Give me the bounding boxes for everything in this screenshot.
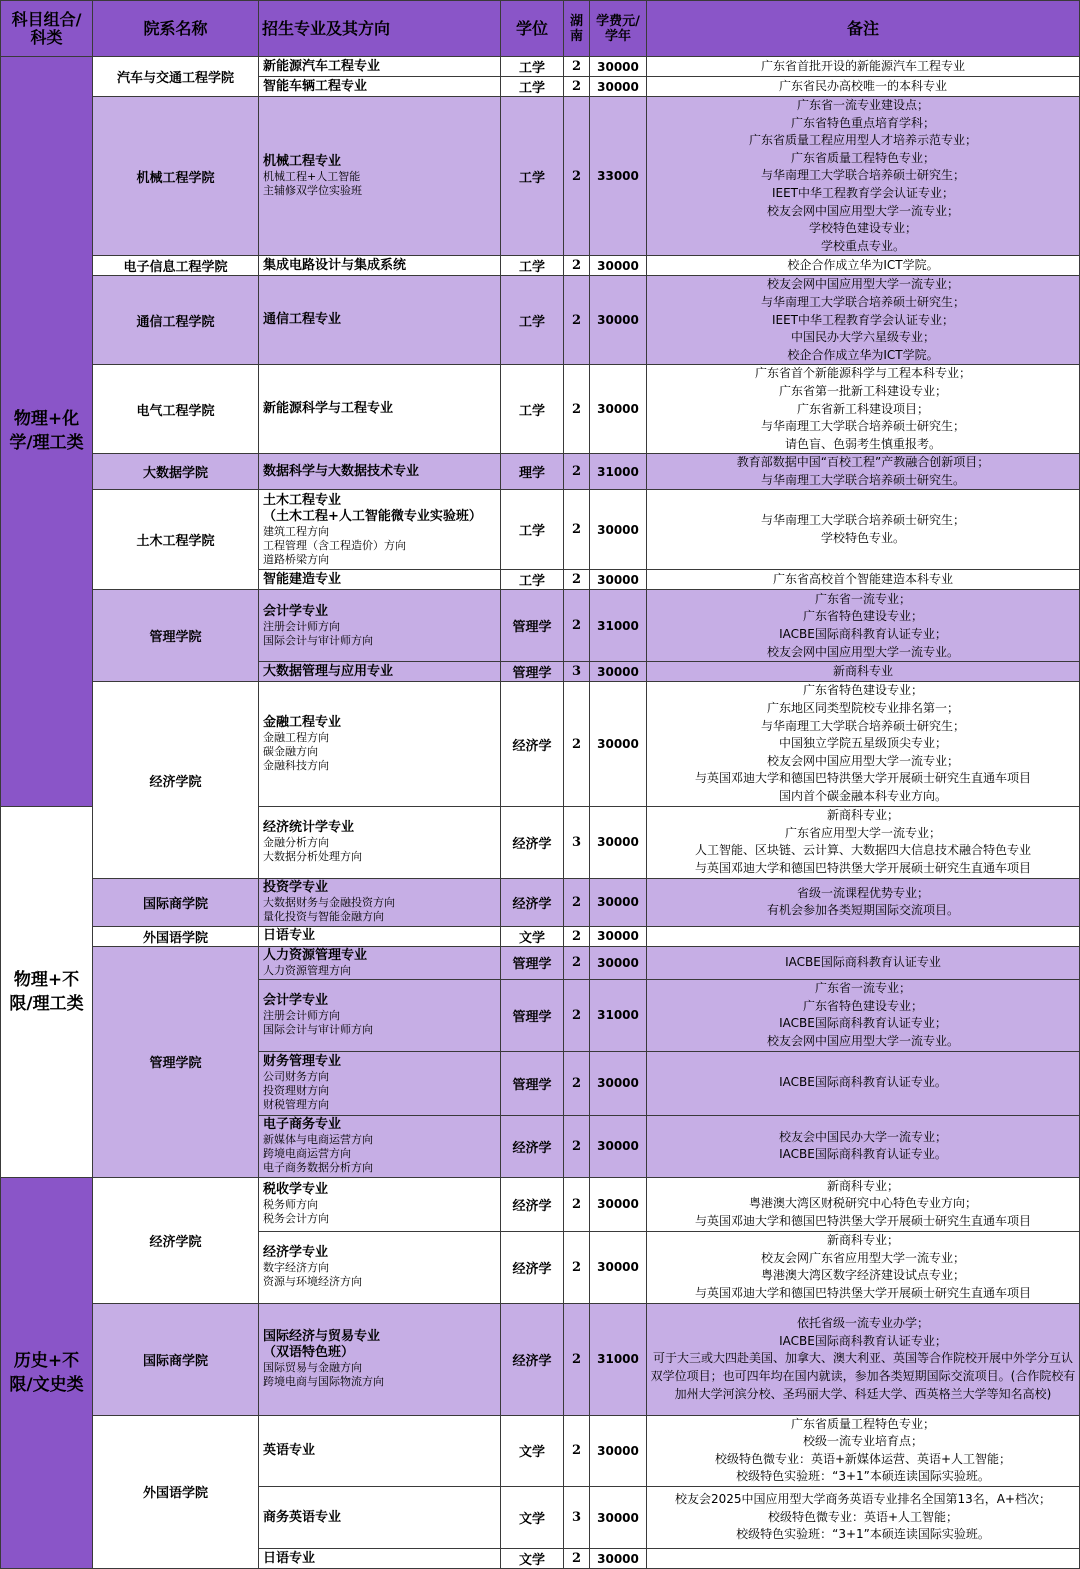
- major-cell: [259, 57, 501, 77]
- years-cell: 2: [564, 77, 590, 97]
- note-line: 与英国邓迪大学和德国巴特洪堡大学开展硕士研究生直通车项目: [694, 1213, 1031, 1228]
- degree-cell: 工学: [501, 77, 564, 97]
- major-direction: 人力资源管理方向: [263, 963, 351, 977]
- years-cell: 2: [564, 570, 590, 590]
- fee-cell: 30000: [590, 256, 647, 276]
- note-line: 广东省质量工程特色专业；: [790, 150, 935, 165]
- note-line: 与华南理工大学联合培养硕士研究生；: [760, 419, 965, 434]
- note-line: 依托省级一流专业办学；: [796, 1316, 929, 1331]
- major-title: 机械工程专业: [263, 154, 342, 170]
- college-cell: 管理学院: [93, 590, 259, 682]
- major-cell: [259, 1177, 501, 1231]
- major-cell: [259, 490, 501, 570]
- major-cell: [259, 979, 501, 1051]
- fee-cell: 31000: [590, 979, 647, 1051]
- years-cell: 2: [564, 1051, 590, 1115]
- fee-cell: 31000: [590, 1303, 647, 1415]
- major-title: 通信工程专业: [263, 312, 342, 328]
- major-direction: 大数据分析处理方向: [263, 850, 362, 864]
- degree-cell: 文学: [501, 926, 564, 946]
- fee-cell: 30000: [590, 276, 647, 365]
- note-line: 广东省新工科建设项目；: [796, 401, 929, 416]
- note-line: 广东省第一批新工科建设专业；: [778, 383, 947, 398]
- major-direction: 财税管理方向: [263, 1098, 329, 1112]
- note-line: 广东省特色建设专业；: [802, 998, 923, 1013]
- note-line: 与华南理工大学联合培养硕士研究生。: [760, 472, 965, 487]
- degree-cell: 工学: [501, 97, 564, 256]
- years-cell: 2: [564, 979, 590, 1051]
- major-cell: [259, 926, 501, 946]
- note-cell: [647, 77, 1080, 97]
- note-line: 学校特色建设专业；: [808, 221, 917, 236]
- degree-cell: 工学: [501, 490, 564, 570]
- note-cell: [647, 97, 1080, 256]
- college-cell: 土木工程学院: [93, 490, 259, 590]
- note-line: IACBE国际商科教育认证专业。: [779, 1147, 947, 1162]
- note-line: 广东省一流专业建设点；: [796, 98, 929, 112]
- fee-cell: 30000: [590, 77, 647, 97]
- note-line: 可于大三或大四赴美国、加拿大、澳大利亚、英国等合作院校开展中外学分互认双学位项目；也可四年均在国内就读，参加各类短期国际交流项目。(合作院校有加州大学河滨分校、圣玛丽大学、科廷大学、西英格兰大学等知名高校): [650, 1351, 1076, 1401]
- fee-cell: 31000: [590, 590, 647, 662]
- degree-cell: 文学: [501, 1549, 564, 1569]
- years-cell: 2: [564, 1231, 590, 1303]
- years-cell: 2: [564, 490, 590, 570]
- major-direction: 数字经济方向: [263, 1261, 329, 1275]
- major-cell: [259, 1303, 501, 1415]
- years-cell: 3: [564, 662, 590, 682]
- degree-cell: 工学: [501, 276, 564, 365]
- note-line: 与英国邓迪大学和德国巴特洪堡大学开展硕士研究生直通车项目: [694, 1285, 1031, 1300]
- note-line: 广东省特色建设专业；: [802, 609, 923, 624]
- category-cell: 物理+不限/理工类: [1, 806, 93, 1177]
- major-direction: 税务会计方向: [263, 1212, 329, 1226]
- note-line: 新商科专业；: [826, 807, 899, 822]
- degree-cell: 经济学: [501, 1115, 564, 1177]
- college-cell: 大数据学院: [93, 454, 259, 490]
- years-cell: 2: [564, 1415, 590, 1486]
- degree-cell: 管理学: [501, 979, 564, 1051]
- degree-cell: 工学: [501, 570, 564, 590]
- major-direction: 量化投资与智能金融方向: [263, 910, 384, 924]
- major-cell: [259, 97, 501, 256]
- college-cell: 电气工程学院: [93, 365, 259, 454]
- major-title: 智能建造专业: [263, 571, 342, 587]
- note-line: 校级一流专业培育点；: [802, 1434, 923, 1449]
- major-cell: [259, 570, 501, 590]
- note-cell: [647, 662, 1080, 682]
- college-cell: 国际商学院: [93, 1303, 259, 1415]
- major-direction: 碳金融方向: [263, 745, 318, 759]
- major-cell: [259, 276, 501, 365]
- note-line: 学校重点专业。: [820, 238, 905, 253]
- note-line: 新商科专业: [832, 664, 893, 679]
- major-title: 国际经济与贸易专业: [263, 1329, 381, 1345]
- college-cell: 外国语学院: [93, 926, 259, 946]
- note-line: 中国民办大学六星级专业；: [790, 330, 935, 345]
- fee-cell: 30000: [590, 1051, 647, 1115]
- note-line: 广东省特色建设专业；: [802, 683, 923, 698]
- note-cell: [647, 1549, 1080, 1569]
- fee-cell: 30000: [590, 682, 647, 806]
- major-direction: 主辅修双学位实验班: [263, 184, 362, 198]
- note-line: IACBE国际商科教育认证专业: [785, 954, 941, 969]
- college-cell: 电子信息工程学院: [93, 256, 259, 276]
- fee-cell: 30000: [590, 1177, 647, 1231]
- note-cell: [647, 682, 1080, 806]
- major-title: 经济学专业: [263, 1245, 329, 1261]
- note-line: 校企合作成立华为ICT学院。: [787, 258, 939, 273]
- fee-cell: 30000: [590, 1415, 647, 1486]
- major-direction: 投资理财方向: [263, 1084, 329, 1098]
- major-title: 集成电路设计与集成系统: [263, 257, 407, 273]
- note-cell: [647, 926, 1080, 946]
- fee-cell: 30000: [590, 57, 647, 77]
- major-cell: [259, 77, 501, 97]
- table-row: [1, 57, 1080, 77]
- note-cell: [647, 590, 1080, 662]
- degree-cell: 文学: [501, 1415, 564, 1486]
- major-direction: 公司财务方向: [263, 1070, 329, 1084]
- fee-cell: 30000: [590, 570, 647, 590]
- note-line: IACBE国际商科教育认证专业；: [779, 1016, 947, 1031]
- note-line: 中国独立学院五星级顶尖专业；: [778, 736, 947, 751]
- years-cell: 2: [564, 1303, 590, 1415]
- note-cell: [647, 1051, 1080, 1115]
- years-cell: 2: [564, 1549, 590, 1569]
- note-line: 粤港澳大湾区数字经济建设试点专业；: [760, 1268, 965, 1283]
- major-direction: 资源与环境经济方向: [263, 1275, 362, 1289]
- note-line: 校友会网中国应用型大学一流专业；: [766, 277, 959, 292]
- note-line: 与华南理工大学联合培养硕士研究生；: [760, 294, 965, 309]
- major-cell: [259, 806, 501, 878]
- note-cell: [647, 365, 1080, 454]
- table-row: [1, 590, 1080, 662]
- major-title: 大数据管理与应用专业: [263, 663, 394, 679]
- major-title: 数据科学与大数据技术专业: [263, 463, 420, 479]
- note-cell: [647, 979, 1080, 1051]
- note-line: IACBE国际商科教育认证专业。: [779, 1075, 947, 1090]
- table-row: [1, 276, 1080, 365]
- table-row: [1, 1303, 1080, 1415]
- note-line: 教育部数据中国“百校工程”产教融合创新项目；: [736, 455, 990, 470]
- table-row: [1, 946, 1080, 979]
- years-cell: 3: [564, 806, 590, 878]
- major-direction: 电子商务数据分析方向: [263, 1161, 373, 1175]
- major-direction: 国际会计与审计师方向: [263, 1023, 373, 1037]
- major-title-suffix: （双语特色班）: [263, 1345, 355, 1361]
- degree-cell: 经济学: [501, 1231, 564, 1303]
- table-row: [1, 454, 1080, 490]
- degree-cell: 工学: [501, 256, 564, 276]
- major-cell: [259, 590, 501, 662]
- major-direction: 金融科技方向: [263, 759, 329, 773]
- note-line: 广东省一流专业；: [814, 980, 911, 995]
- note-line: 广东省首批开设的新能源汽车工程专业: [760, 58, 965, 73]
- note-cell: [647, 1487, 1080, 1549]
- note-line: 与华南理工大学联合培养硕士研究生；: [760, 718, 965, 733]
- header-note: 备注: [647, 1, 1080, 57]
- degree-cell: 管理学: [501, 590, 564, 662]
- degree-cell: 文学: [501, 1487, 564, 1549]
- note-line: 广东省特色重点培育学科；: [790, 115, 935, 130]
- note-line: IEET中华工程教育学会认证专业；: [771, 312, 955, 327]
- major-direction: 国际会计与审计师方向: [263, 633, 373, 647]
- note-line: 请色盲、色弱考生慎重报考。: [784, 436, 941, 451]
- major-title-suffix: （土木工程+人工智能微专业实验班）: [263, 508, 482, 524]
- note-line: 新商科专业；: [826, 1178, 899, 1193]
- note-line: 与华南理工大学联合培养硕士研究生；: [760, 513, 965, 528]
- major-cell: [259, 946, 501, 979]
- note-line: 广东省民办高校唯一的本科专业: [778, 78, 947, 93]
- years-cell: 2: [564, 276, 590, 365]
- note-line: 与英国邓迪大学和德国巴特洪堡大学开展硕士研究生直通车项目: [694, 860, 1031, 875]
- years-cell: 2: [564, 1177, 590, 1231]
- major-direction: 金融分析方向: [263, 836, 329, 850]
- note-cell: [647, 454, 1080, 490]
- note-line: 广东省首个新能源科学与工程本科专业；: [754, 366, 971, 381]
- note-cell: [647, 1177, 1080, 1231]
- major-direction: 建筑工程方向: [263, 524, 329, 538]
- note-line: IACBE国际商科教育认证专业；: [779, 1333, 947, 1348]
- major-cell: [259, 878, 501, 926]
- note-line: 广东省应用型大学一流专业；: [784, 825, 941, 840]
- note-line: 广东省质量工程应用型人才培养示范专业；: [748, 133, 977, 148]
- note-line: 校友会网广东省应用型大学一流专业；: [760, 1250, 965, 1265]
- header-degree: 学位: [501, 1, 564, 57]
- major-cell: [259, 1231, 501, 1303]
- major-title: 日语专业: [263, 1550, 316, 1566]
- degree-cell: 管理学: [501, 662, 564, 682]
- college-cell: 外国语学院: [93, 1415, 259, 1568]
- fee-cell: 33000: [590, 97, 647, 256]
- major-direction: 道路桥梁方向: [263, 552, 329, 566]
- fee-cell: 30000: [590, 926, 647, 946]
- college-cell: 国际商学院: [93, 878, 259, 926]
- degree-cell: 经济学: [501, 878, 564, 926]
- note-line: 学校特色专业。: [820, 530, 905, 545]
- note-cell: [647, 1231, 1080, 1303]
- note-line: 省级一流课程优势专业；: [796, 885, 929, 900]
- note-line: 校友会网中国应用型大学一流专业。: [766, 644, 959, 659]
- years-cell: 2: [564, 365, 590, 454]
- major-cell: [259, 454, 501, 490]
- note-line: 广东省高校首个智能建造本科专业: [772, 572, 953, 587]
- years-cell: 2: [564, 1115, 590, 1177]
- note-cell: [647, 57, 1080, 77]
- college-cell: 经济学院: [93, 1177, 259, 1303]
- major-direction: 跨境电商与国际物流方向: [263, 1375, 384, 1389]
- major-direction: 金融工程方向: [263, 731, 329, 745]
- table-row: [1, 878, 1080, 926]
- years-cell: 2: [564, 878, 590, 926]
- major-cell: [259, 365, 501, 454]
- note-line: 有机会参加各类短期国际交流项目。: [766, 903, 959, 918]
- degree-cell: 工学: [501, 365, 564, 454]
- major-direction: 新媒体与电商运营方向: [263, 1133, 373, 1147]
- table-body: [1, 57, 1080, 1569]
- major-cell: [259, 1115, 501, 1177]
- major-cell: [259, 1549, 501, 1569]
- college-cell: 通信工程学院: [93, 276, 259, 365]
- fee-cell: 31000: [590, 454, 647, 490]
- note-line: 校级特色实验班：“3+1”本硕连读国际实验班。: [736, 1527, 990, 1542]
- degree-cell: 管理学: [501, 1051, 564, 1115]
- table-row: [1, 926, 1080, 946]
- major-title: 智能车辆工程专业: [263, 78, 368, 94]
- major-title: 土木工程专业: [263, 492, 342, 508]
- major-direction: 大数据财务与金融投资方向: [263, 896, 395, 910]
- major-title: 投资学专业: [263, 880, 329, 896]
- note-cell: [647, 570, 1080, 590]
- college-cell: 汽车与交通工程学院: [93, 57, 259, 97]
- header-years: 湖南: [564, 1, 590, 57]
- major-title: 金融工程专业: [263, 715, 342, 731]
- years-cell: 2: [564, 590, 590, 662]
- table-row: [1, 1177, 1080, 1231]
- major-title: 人力资源管理专业: [263, 947, 368, 963]
- fee-cell: 30000: [590, 878, 647, 926]
- header-college: 院系名称: [93, 1, 259, 57]
- note-line: IEET中华工程教育学会认证专业；: [771, 185, 955, 200]
- table-row: [1, 97, 1080, 256]
- major-direction: 机械工程+人工智能: [263, 170, 361, 184]
- header-category: 科目组合/科类: [1, 1, 93, 57]
- table-row: [1, 1415, 1080, 1486]
- note-cell: [647, 946, 1080, 979]
- degree-cell: 理学: [501, 454, 564, 490]
- note-cell: [647, 1115, 1080, 1177]
- table-row: [1, 256, 1080, 276]
- note-line: 校级特色实验班：“3+1”本硕连读国际实验班。: [736, 1469, 990, 1484]
- degree-cell: 经济学: [501, 806, 564, 878]
- note-line: 新商科专业；: [826, 1232, 899, 1247]
- college-cell: 管理学院: [93, 946, 259, 1177]
- note-line: 广东省一流专业；: [814, 591, 911, 606]
- note-line: 广东省质量工程特色专业；: [790, 1416, 935, 1431]
- major-title: 商务英语专业: [263, 1509, 342, 1525]
- major-direction: 国际贸易与金融方向: [263, 1361, 362, 1375]
- years-cell: 2: [564, 926, 590, 946]
- major-title: 新能源汽车工程专业: [263, 58, 381, 74]
- note-line: 校友会中国民办大学一流专业；: [778, 1129, 947, 1144]
- fee-cell: 30000: [590, 806, 647, 878]
- major-title: 税收学专业: [263, 1182, 329, 1198]
- note-line: 人工智能、区块链、云计算、大数据四大信息技术融合特色专业: [694, 843, 1031, 858]
- note-line: IACBE国际商科教育认证专业；: [779, 626, 947, 641]
- years-cell: 2: [564, 946, 590, 979]
- major-direction: 税务师方向: [263, 1198, 318, 1212]
- years-cell: 2: [564, 454, 590, 490]
- major-cell: [259, 256, 501, 276]
- years-cell: 2: [564, 97, 590, 256]
- fee-cell: 30000: [590, 1231, 647, 1303]
- category-cell: 历史+不限/文史类: [1, 1177, 93, 1568]
- major-title: 日语专业: [263, 928, 316, 944]
- note-line: 校友会网中国应用型大学一流专业；: [766, 753, 959, 768]
- note-line: 与华南理工大学联合培养硕士研究生；: [760, 168, 965, 183]
- note-line: 校友会网中国应用型大学一流专业。: [766, 1033, 959, 1048]
- note-line: 粤港澳大湾区财税研究中心特色专业方向；: [748, 1196, 977, 1211]
- major-direction: 跨境电商运营方向: [263, 1147, 351, 1161]
- fee-cell: 30000: [590, 1115, 647, 1177]
- degree-cell: 经济学: [501, 1177, 564, 1231]
- note-line: 校企合作成立华为ICT学院。: [787, 347, 939, 362]
- major-title: 会计学专业: [263, 993, 329, 1009]
- major-direction: 注册会计师方向: [263, 619, 340, 633]
- fee-cell: 30000: [590, 1487, 647, 1549]
- table-row: [1, 490, 1080, 570]
- major-cell: [259, 1051, 501, 1115]
- degree-cell: 工学: [501, 57, 564, 77]
- fee-cell: 30000: [590, 490, 647, 570]
- note-line: 校级特色微专业：英语+新媒体运营、英语+人工智能；: [714, 1451, 1012, 1466]
- major-direction: 注册会计师方向: [263, 1009, 340, 1023]
- note-line: 广东地区同类型院校专业排名第一；: [766, 701, 959, 716]
- major-title: 英语专业: [263, 1442, 316, 1458]
- fee-cell: 30000: [590, 365, 647, 454]
- table-row: [1, 682, 1080, 806]
- table-header: [1, 1, 1080, 57]
- note-line: 国内首个碳金融本科专业方向。: [778, 789, 947, 804]
- fee-cell: 30000: [590, 946, 647, 979]
- major-cell: [259, 662, 501, 682]
- major-title: 新能源科学与工程专业: [263, 401, 394, 417]
- years-cell: 2: [564, 682, 590, 806]
- major-title: 会计学专业: [263, 603, 329, 619]
- major-cell: [259, 1487, 501, 1549]
- major-cell: [259, 1415, 501, 1486]
- major-cell: [259, 682, 501, 806]
- note-line: 校友会网中国应用型大学一流专业；: [766, 203, 959, 218]
- note-cell: [647, 878, 1080, 926]
- years-cell: 2: [564, 256, 590, 276]
- note-line: 校友会2025中国应用型大学商务英语专业排名全国第13名，A+档次；: [674, 1492, 1052, 1507]
- category-cell: 物理+化学/理工类: [1, 57, 93, 807]
- degree-cell: 管理学: [501, 946, 564, 979]
- degree-cell: 经济学: [501, 682, 564, 806]
- fee-cell: 30000: [590, 1549, 647, 1569]
- note-cell: [647, 490, 1080, 570]
- major-title: 经济统计学专业: [263, 820, 355, 836]
- major-title: 电子商务专业: [263, 1117, 342, 1133]
- header-major: 招生专业及其方向: [259, 1, 501, 57]
- years-cell: 2: [564, 57, 590, 77]
- college-cell: 机械工程学院: [93, 97, 259, 256]
- note-line: 与英国邓迪大学和德国巴特洪堡大学开展硕士研究生直通车项目: [694, 771, 1031, 786]
- major-title: 财务管理专业: [263, 1054, 342, 1070]
- degree-cell: 经济学: [501, 1303, 564, 1415]
- note-cell: [647, 1415, 1080, 1486]
- table-row: [1, 365, 1080, 454]
- fee-cell: 30000: [590, 662, 647, 682]
- note-cell: [647, 256, 1080, 276]
- major-direction: 工程管理（含工程造价）方向: [263, 538, 406, 552]
- header-fee: 学费元/学年: [590, 1, 647, 57]
- note-line: 校级特色微专业：英语+人工智能；: [767, 1509, 959, 1524]
- note-cell: [647, 1303, 1080, 1415]
- note-cell: [647, 806, 1080, 878]
- note-cell: [647, 276, 1080, 365]
- college-cell: 经济学院: [93, 682, 259, 878]
- years-cell: 3: [564, 1487, 590, 1549]
